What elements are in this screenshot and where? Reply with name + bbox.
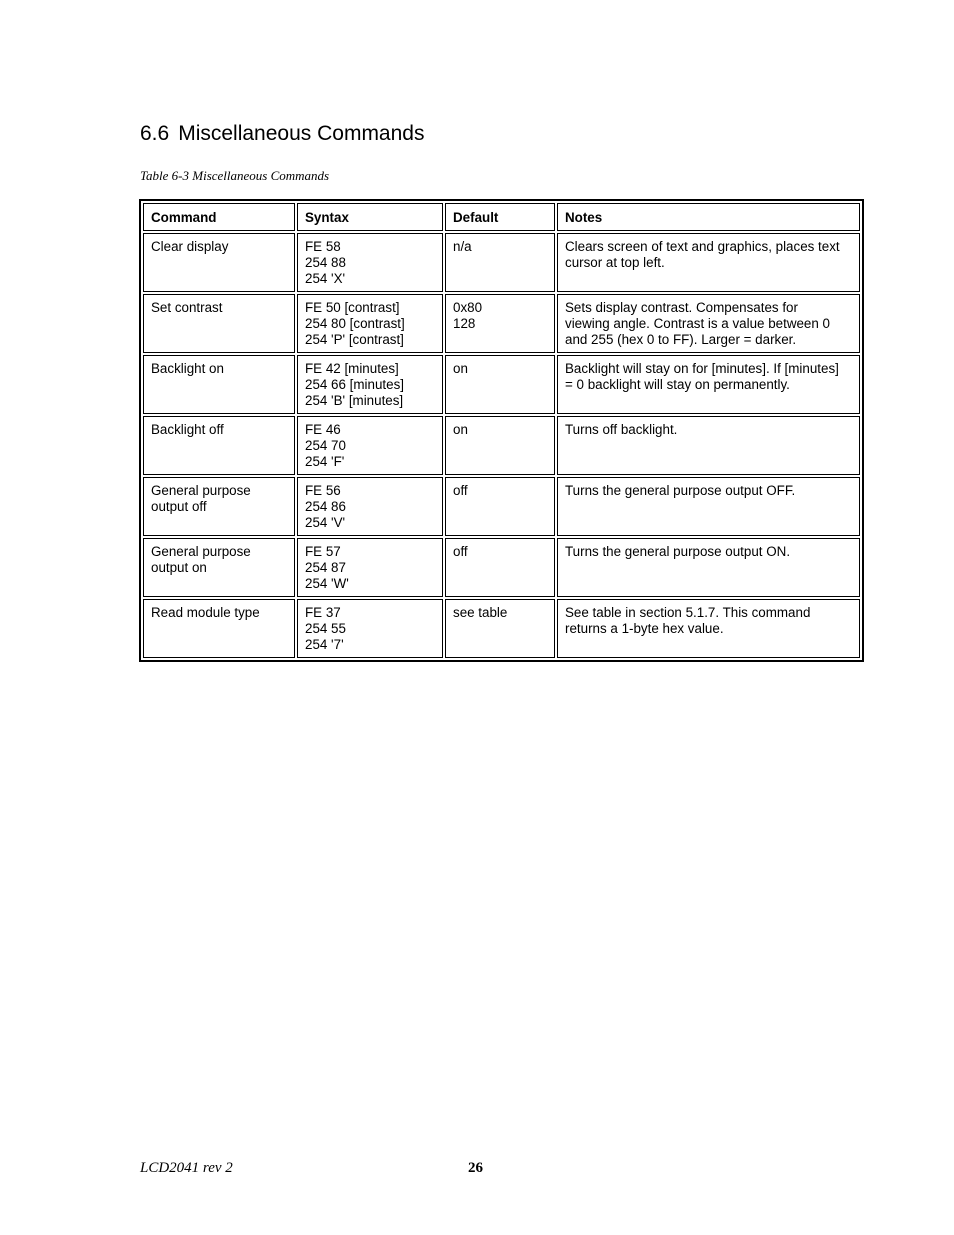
syntax-cell-line: 254 86: [305, 499, 346, 514]
notes-cell-line: See table in section 5.1.7. This command: [565, 605, 811, 620]
notes-cell-line: = 0 backlight will stay on permanently.: [565, 377, 790, 392]
default-cell-line: on: [453, 422, 468, 437]
notes-cell-line: Turns off backlight.: [565, 422, 678, 437]
notes-cell-line: Clears screen of text and graphics, places text: [565, 239, 840, 254]
notes-cell: [557, 599, 860, 658]
table-row: [143, 477, 860, 536]
syntax-cell: [297, 355, 443, 414]
table-body: [143, 233, 860, 658]
command-cell-line: General purpose: [151, 544, 251, 559]
default-cell: [445, 233, 555, 292]
notes-cell: [557, 355, 860, 414]
syntax-cell-line: 254 'F': [305, 454, 345, 469]
command-cell-line: Read module type: [151, 605, 260, 620]
syntax-cell-line: 254 70: [305, 438, 346, 453]
notes-cell: [557, 233, 860, 292]
syntax-cell-line: 254 'B' [minutes]: [305, 393, 404, 408]
syntax-cell-line: FE 37: [305, 605, 341, 620]
syntax-cell-line: FE 50 [contrast]: [305, 300, 400, 315]
command-cell: [143, 355, 295, 414]
column-header-default: Default: [445, 203, 555, 231]
syntax-cell: [297, 599, 443, 658]
table-row: [143, 355, 860, 414]
command-cell-line: output on: [151, 560, 207, 575]
default-cell-line: see table: [453, 605, 508, 620]
default-cell: [445, 599, 555, 658]
command-cell-line: Backlight on: [151, 361, 224, 376]
section-number: 6.6: [140, 122, 170, 145]
column-header-command: Command: [143, 203, 295, 231]
syntax-cell: [297, 477, 443, 536]
notes-cell-line: cursor at top left.: [565, 255, 665, 270]
notes-cell: [557, 477, 860, 536]
default-cell-line: 0x80: [453, 300, 483, 315]
syntax-cell-line: 254 88: [305, 255, 346, 270]
default-cell: [445, 355, 555, 414]
syntax-cell: [297, 538, 443, 597]
table-row: [143, 294, 860, 353]
default-cell-line: n/a: [453, 239, 472, 254]
syntax-cell-line: 254 'W': [305, 576, 349, 591]
syntax-cell-line: 254 '7': [305, 637, 344, 652]
notes-cell-line: Sets display contrast. Compensates for: [565, 300, 798, 315]
syntax-cell: [297, 416, 443, 475]
command-cell-line: Set contrast: [151, 300, 223, 315]
default-cell: [445, 294, 555, 353]
syntax-cell-line: 254 'X': [305, 271, 346, 286]
notes-cell-line: Turns the general purpose output OFF.: [565, 483, 796, 498]
command-cell: [143, 233, 295, 292]
commands-table-frame: [139, 199, 864, 662]
column-header-notes: Notes: [557, 203, 860, 231]
table-row: [143, 233, 860, 292]
notes-cell-line: returns a 1-byte hex value.: [565, 621, 724, 636]
command-cell: [143, 477, 295, 536]
syntax-cell-line: 254 87: [305, 560, 346, 575]
table-header-row: [143, 203, 860, 231]
notes-cell: [557, 294, 860, 353]
syntax-cell-line: 254 'V': [305, 515, 346, 530]
table-row: [143, 416, 860, 475]
default-cell: [445, 477, 555, 536]
syntax-cell-line: 254 80 [contrast]: [305, 316, 405, 331]
section-heading: [140, 122, 424, 146]
notes-cell-line: Turns the general purpose output ON.: [565, 544, 791, 559]
table-row: [143, 599, 860, 658]
syntax-cell-line: FE 46: [305, 422, 341, 437]
syntax-cell-line: 254 'P' [contrast]: [305, 332, 404, 347]
command-cell: [143, 294, 295, 353]
notes-cell-line: viewing angle. Contrast is a value between 0: [565, 316, 830, 331]
notes-cell-line: Backlight will stay on for [minutes]. If [minutes]: [565, 361, 839, 376]
column-header-syntax: Syntax: [297, 203, 443, 231]
notes-cell: [557, 538, 860, 597]
table-row: [143, 538, 860, 597]
default-cell: [445, 538, 555, 597]
default-cell-line: off: [453, 483, 468, 498]
command-cell-line: General purpose: [151, 483, 251, 498]
command-cell-line: output off: [151, 499, 207, 514]
command-cell: [143, 538, 295, 597]
default-cell-line: on: [453, 361, 468, 376]
syntax-cell-line: 254 55: [305, 621, 346, 636]
syntax-cell: [297, 294, 443, 353]
syntax-cell-line: FE 56: [305, 483, 341, 498]
command-cell: [143, 599, 295, 658]
footer-document-name: LCD2041 rev 2: [140, 1160, 233, 1176]
command-cell: [143, 416, 295, 475]
syntax-cell-line: FE 42 [minutes]: [305, 361, 399, 376]
syntax-cell-line: FE 57: [305, 544, 341, 559]
default-cell-line: off: [453, 544, 468, 559]
syntax-cell: [297, 233, 443, 292]
syntax-cell-line: 254 66 [minutes]: [305, 377, 405, 392]
command-cell-line: Clear display: [151, 239, 229, 254]
commands-table: [141, 201, 862, 660]
table-caption: Table 6-3 Miscellaneous Commands: [140, 168, 330, 183]
default-cell-line: 128: [453, 316, 476, 331]
command-cell-line: Backlight off: [151, 422, 224, 437]
footer-page-number: 26: [468, 1160, 483, 1176]
default-cell: [445, 416, 555, 475]
syntax-cell-line: FE 58: [305, 239, 341, 254]
section-title: Miscellaneous Commands: [178, 122, 425, 145]
notes-cell: [557, 416, 860, 475]
notes-cell-line: and 255 (hex 0 to FF). Larger = darker.: [565, 332, 797, 347]
